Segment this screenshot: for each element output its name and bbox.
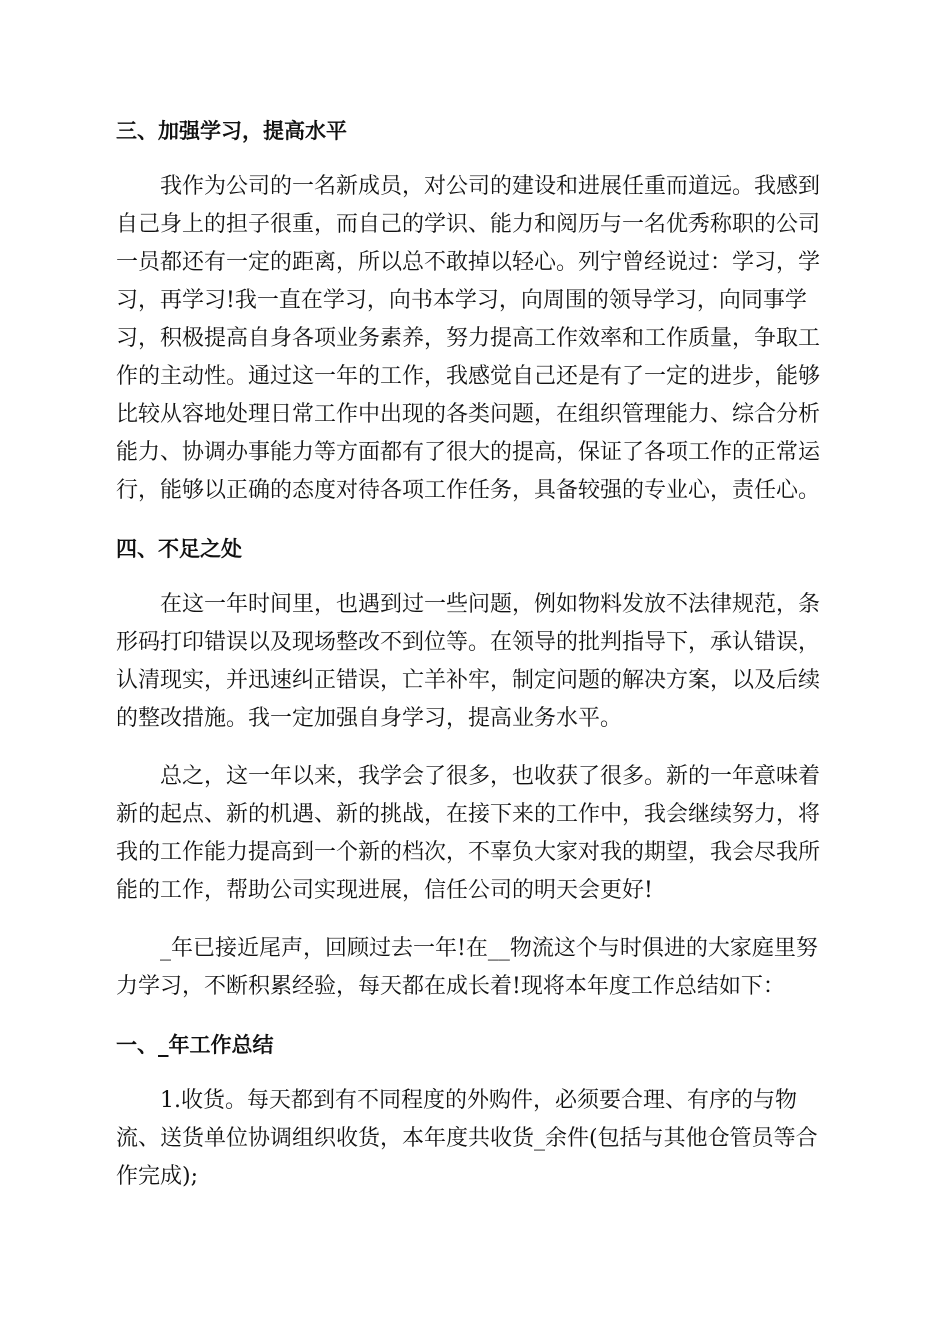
paragraph-line: 习，积极提高自身各项业务素养，努力提高工作效率和工作质量，争取工 [116,326,821,351]
paragraph-line: 认清现实，并迅速纠正错误，亡羊补牢，制定问题的解决方案，以及后续 [116,668,821,693]
section-heading: 四、不足之处 [116,537,242,561]
section-heading: 三、加强学习，提高水平 [116,119,347,143]
paragraph-line: 1.收货。每天都到有不同程度的外购件，必须要合理、有序的与物 [160,1088,797,1113]
paragraph-line: 一员都还有一定的距离，所以总不敢掉以轻心。列宁曾经说过：学习，学 [116,250,821,275]
paragraph-line: 作的主动性。通过这一年的工作，我感觉自己还是有了一定的进步，能够 [116,364,821,389]
document-body [116,112,836,1216]
paragraph-line: _年已接近尾声，回顾过去一年!在__物流这个与时俱进的大家庭里努 [160,936,818,961]
paragraph-line: 自己身上的担子很重，而自己的学识、能力和阅历与一名优秀称职的公司 [116,212,821,237]
paragraph-line: 总之，这一年以来，我学会了很多，也收获了很多。新的一年意味着 [160,764,821,789]
paragraph [116,1082,836,1196]
paragraph [116,758,836,910]
paragraph [116,930,836,1006]
paragraph-line: 习，再学习!我一直在学习，向书本学习，向周围的领导学习，向同事学 [116,288,807,313]
paragraph-line: 形码打印错误以及现场整改不到位等。在领导的批判指导下，承认错误， [116,630,821,655]
paragraph-line: 在这一年时间里，也遇到过一些问题，例如物料发放不法律规范，条 [160,592,821,617]
paragraph-line: 我作为公司的一名新成员，对公司的建设和进展任重而道远。我感到 [160,174,821,199]
paragraph-line: 能力、协调办事能力等方面都有了很大的提高，保证了各项工作的正常运 [116,440,821,465]
paragraph-line: 新的起点、新的机遇、新的挑战，在接下来的工作中，我会继续努力，将 [116,802,821,827]
paragraph [116,168,836,510]
paragraph-line: 能的工作，帮助公司实现进展，信任公司的明天会更好! [116,878,653,903]
paragraph-line: 的整改措施。我一定加强自身学习，提高业务水平。 [116,706,623,731]
paragraph-line: 流、送货单位协调组织收货，本年度共收货_余件(包括与其他仓管员等合 [116,1126,818,1151]
paragraph-line: 力学习，不断积累经验，每天都在成长着!现将本年度工作总结如下： [116,974,785,999]
paragraph-line: 我的工作能力提高到一个新的档次，不辜负大家对我的期望，我会尽我所 [116,840,821,865]
paragraph-line: 行，能够以正确的态度对待各项工作任务，具备较强的专业心，责任心。 [116,478,821,503]
paragraph [116,586,836,738]
paragraph-line: 作完成); [116,1164,198,1189]
paragraph-line: 比较从容地处理日常工作中出现的各类问题，在组织管理能力、综合分析 [116,402,821,427]
section-heading: 一、_年工作总结 [116,1033,274,1057]
